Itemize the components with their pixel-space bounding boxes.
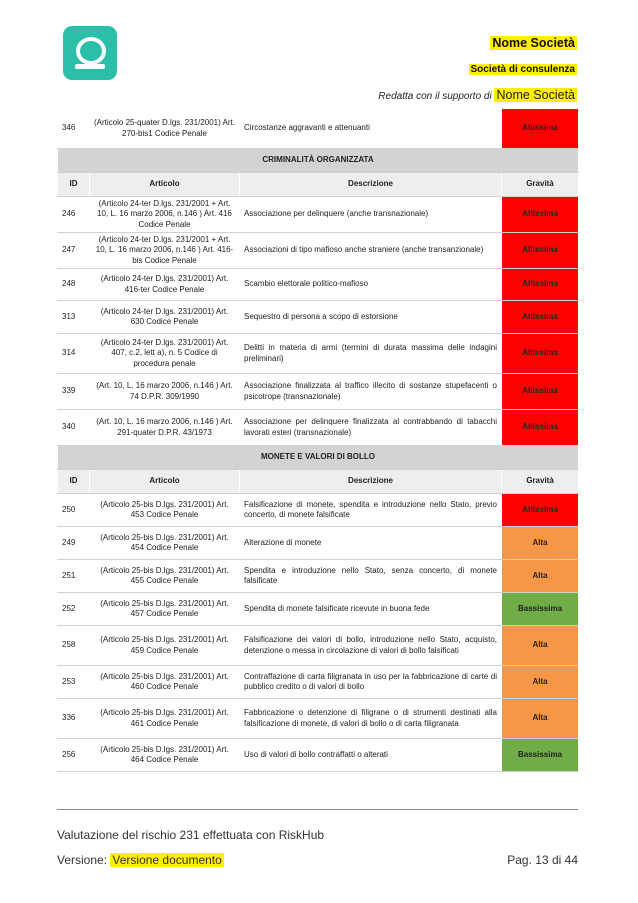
page-label: Pag. — [507, 853, 532, 867]
cell-id: 246 — [58, 197, 90, 233]
severity-badge: Bassissima — [502, 739, 579, 772]
table-row — [58, 494, 579, 527]
page-current: 13 — [535, 853, 549, 867]
cell-id: 250 — [58, 494, 90, 527]
column-header-article: Articolo — [90, 173, 240, 197]
section-header — [58, 149, 579, 173]
cell-id: 314 — [58, 334, 90, 374]
cell-description: Falsificazione dei valori di bollo, introduzione nello Stato, acquisto, detenzione o messa in circolazione di valori di bollo falsificati — [240, 626, 502, 666]
table-row — [58, 197, 579, 233]
cell-article: (Articolo 25-quater D.lgs. 231/2001) Art. 270-bis1 Codice Penale — [90, 109, 240, 149]
cell-id: 346 — [58, 109, 90, 149]
severity-badge: Altissima — [502, 269, 579, 301]
risk-table — [57, 108, 579, 772]
table-row — [58, 626, 579, 666]
table-row — [58, 666, 579, 699]
page-sep: di — [551, 853, 562, 867]
prepared-prefix: Redatta con il supporto di — [378, 91, 492, 102]
table-row — [58, 739, 579, 772]
table-row — [58, 334, 579, 374]
cell-id: 340 — [58, 410, 90, 446]
cell-id: 339 — [58, 374, 90, 410]
column-header-description: Descrizione — [240, 173, 502, 197]
header-subtitle: Società di consulenza — [470, 64, 575, 75]
table-row — [58, 301, 579, 334]
cell-description: Falsificazione di monete, spendita e introduzione nello Stato, previo concerto, di monete falsificate — [240, 494, 502, 527]
logo-ring-shape — [76, 37, 106, 65]
cell-description: Associazioni di tipo mafioso anche straniere (anche transanzionale) — [240, 233, 502, 269]
prepared-company: Nome Società — [496, 88, 575, 102]
cell-article: (Articolo 25-bis D.lgs. 231/2001) Art. 464 Codice Penale — [90, 739, 240, 772]
table-row — [58, 593, 579, 626]
severity-badge: Alta — [502, 560, 579, 593]
column-header-article: Articolo — [90, 470, 240, 494]
cell-description: Alterazione di monete — [240, 527, 502, 560]
column-header-id: ID — [58, 173, 90, 197]
cell-id: 247 — [58, 233, 90, 269]
cell-id: 251 — [58, 560, 90, 593]
section-title: MONETE E VALORI DI BOLLO — [58, 446, 579, 470]
cell-article: (Articolo 24-ter D.lgs. 231/2001 + Art. 10, L. 16 marzo 2006, n.146 ) Art. 416 Codice Penale — [90, 197, 240, 233]
header-prepared — [378, 88, 577, 102]
severity-badge: Altissima — [502, 494, 579, 527]
footer-divider — [57, 809, 578, 810]
table-row — [58, 527, 579, 560]
company-logo — [63, 26, 117, 80]
cell-description: Circostanze aggravanti e attenuanti — [240, 109, 502, 149]
cell-id: 253 — [58, 666, 90, 699]
table-row — [58, 560, 579, 593]
logo-base-shape — [75, 64, 105, 69]
version-label: Versione: — [57, 853, 108, 867]
cell-id: 313 — [58, 301, 90, 334]
table-header-row — [58, 470, 579, 494]
severity-badge: Altissima — [502, 301, 579, 334]
cell-article: (Articolo 25-bis D.lgs. 231/2001) Art. 454 Codice Penale — [90, 527, 240, 560]
cell-description: Spendita di monete falsificate ricevute in buona fede — [240, 593, 502, 626]
cell-description: Fabbricazione o detenzione di filigrane o di strumenti destinati alla falsificazione di monete, di valori di bollo o di carta filigranata — [240, 699, 502, 739]
cell-id: 249 — [58, 527, 90, 560]
severity-badge: Alta — [502, 666, 579, 699]
cell-article: (Articolo 25-bis D.lgs. 231/2001) Art. 460 Codice Penale — [90, 666, 240, 699]
cell-article: (Articolo 24-ter D.lgs. 231/2001 + Art. 10, L. 16 marzo 2006, n.146 ) Art. 416-bis Codice Penale — [90, 233, 240, 269]
severity-badge: Altissima — [502, 109, 579, 149]
column-header-severity: Gravità — [502, 470, 579, 494]
cell-description: Associazione per delinquere finalizzata al contrabbando di tabacchi lavorati esteri (transnazionale) — [240, 410, 502, 446]
cell-article: (Articolo 25-bis D.lgs. 231/2001) Art. 453 Codice Penale — [90, 494, 240, 527]
cell-description: Spendita e introduzione nello Stato, senza concerto, di monete falsificate — [240, 560, 502, 593]
cell-article: (Articolo 24-ter D.lgs. 231/2001) Art. 407, c.2, lett a), n. 5 Codice di procedura penale — [90, 334, 240, 374]
cell-description: Sequestro di persona a scopo di estorsione — [240, 301, 502, 334]
table-row — [58, 109, 579, 149]
cell-article: (Art. 10, L. 16 marzo 2006, n.146 ) Art. 291-quater D.P.R. 43/1973 — [90, 410, 240, 446]
section-title: CRIMINALITÀ ORGANIZZATA — [58, 149, 579, 173]
cell-article: (Art. 10, L. 16 marzo 2006, n.146 ) Art. 74 D.P.R. 309/1990 — [90, 374, 240, 410]
page-total: 44 — [564, 853, 578, 867]
cell-article: (Articolo 25-bis D.lgs. 231/2001) Art. 457 Codice Penale — [90, 593, 240, 626]
header-company: Nome Società — [492, 36, 575, 50]
version-value: Versione documento — [112, 853, 222, 867]
cell-article: (Articolo 25-bis D.lgs. 231/2001) Art. 459 Codice Penale — [90, 626, 240, 666]
column-header-description: Descrizione — [240, 470, 502, 494]
severity-badge: Altissima — [502, 334, 579, 374]
cell-id: 336 — [58, 699, 90, 739]
footer-version — [57, 853, 224, 867]
severity-badge: Alta — [502, 527, 579, 560]
cell-article: (Articolo 25-bis D.lgs. 231/2001) Art. 455 Codice Penale — [90, 560, 240, 593]
table-row — [58, 410, 579, 446]
cell-article: (Articolo 24-ter D.lgs. 231/2001) Art. 630 Codice Penale — [90, 301, 240, 334]
cell-description: Associazione finalizzata al traffico illecito di sostanze stupefacenti o psicotrope (transnazionale) — [240, 374, 502, 410]
table-row — [58, 269, 579, 301]
cell-description: Delitti in materia di armi (termini di durata massima delle indagini preliminari) — [240, 334, 502, 374]
cell-article: (Articolo 24-ter D.lgs. 231/2001) Art. 416-ter Codice Penale — [90, 269, 240, 301]
cell-id: 252 — [58, 593, 90, 626]
severity-badge: Altissima — [502, 410, 579, 446]
severity-badge: Altissima — [502, 197, 579, 233]
severity-badge: Altissima — [502, 233, 579, 269]
column-header-id: ID — [58, 470, 90, 494]
table-row — [58, 233, 579, 269]
column-header-severity: Gravità — [502, 173, 579, 197]
severity-badge: Altissima — [502, 374, 579, 410]
severity-badge: Alta — [502, 626, 579, 666]
severity-badge: Bassissima — [502, 593, 579, 626]
cell-id: 256 — [58, 739, 90, 772]
cell-description: Uso di valori di bollo contraffatti o alterati — [240, 739, 502, 772]
cell-id: 258 — [58, 626, 90, 666]
cell-article: (Articolo 25-bis D.lgs. 231/2001) Art. 461 Codice Penale — [90, 699, 240, 739]
page-number — [507, 853, 578, 867]
footer-title: Valutazione del rischio 231 effettuata con RiskHub — [57, 828, 325, 842]
section-header — [58, 446, 579, 470]
table-row — [58, 374, 579, 410]
table-header-row — [58, 173, 579, 197]
cell-description: Associazione per delinquere (anche transnazionale) — [240, 197, 502, 233]
table-row — [58, 699, 579, 739]
cell-description: Contraffazione di carta filigranata in uso per la fabbricazione di carte di pubblico credito o di valori di bollo — [240, 666, 502, 699]
severity-badge: Alta — [502, 699, 579, 739]
cell-description: Scambio elettorale politico-mafioso — [240, 269, 502, 301]
cell-id: 248 — [58, 269, 90, 301]
